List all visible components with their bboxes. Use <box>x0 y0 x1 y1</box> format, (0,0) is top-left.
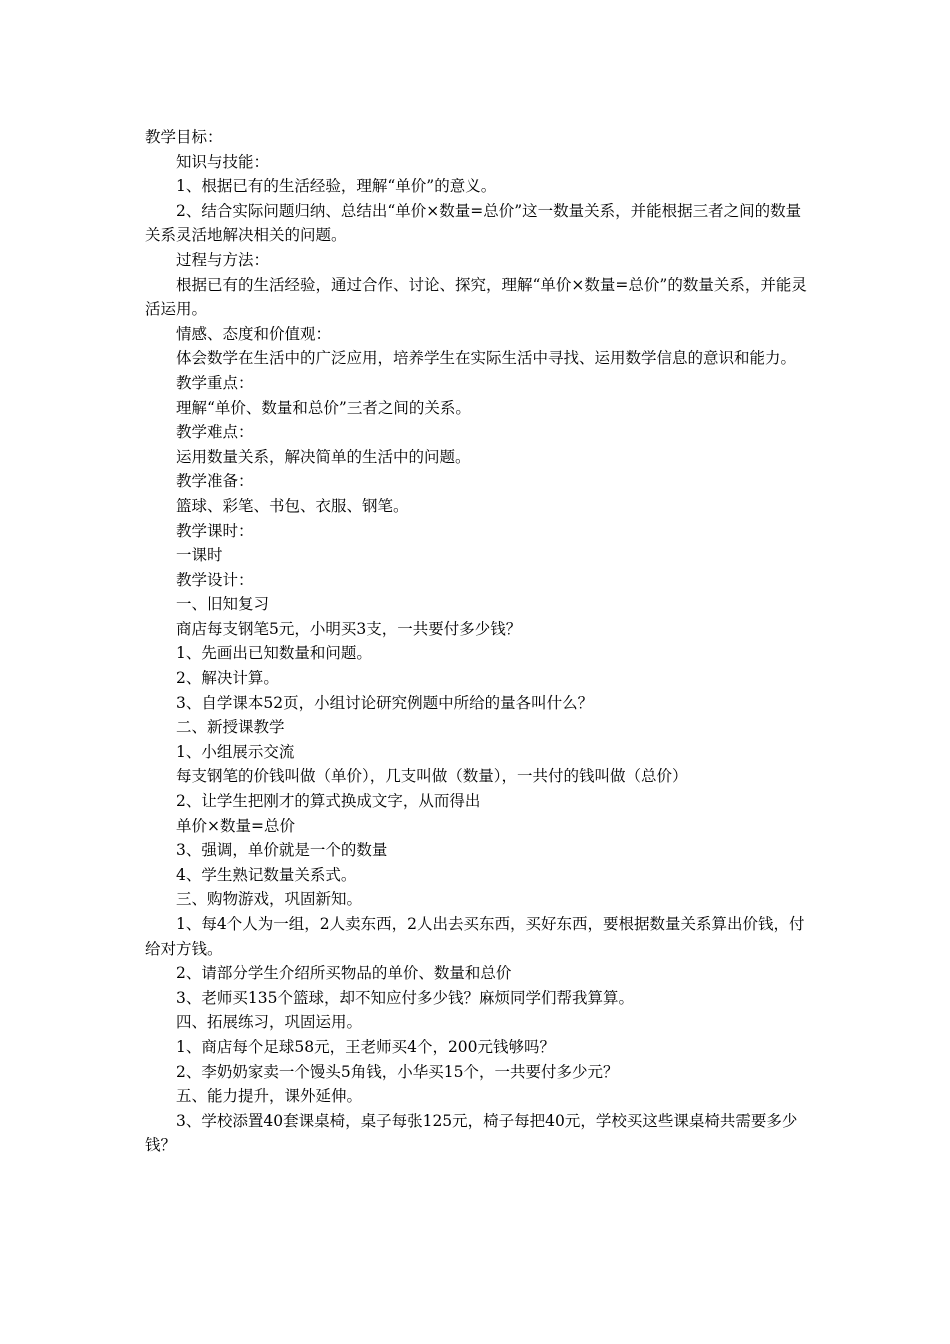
document-paragraph: 教学课时： <box>176 521 254 540</box>
document-paragraph: 教学准备： <box>176 472 254 491</box>
document-paragraph: 3、学校添置40套课桌椅，桌子每张125元，椅子每把40元，学校买这些课桌椅共需要多少钱？ <box>145 1111 798 1155</box>
document-paragraph: 过程与方法： <box>176 250 270 269</box>
document-paragraph: 教学重点： <box>176 373 254 392</box>
document-paragraph: 五、能力提升，课外延伸。 <box>176 1087 363 1106</box>
document-paragraph: 理解“单价、数量和总价”三者之间的关系。 <box>176 398 471 417</box>
document-paragraph: 2、解决计算。 <box>176 669 279 688</box>
document-paragraph: 2、结合实际问题归纳、总结出“单价×数量=总价”这一数量关系，并能根据三者之间的数量关系灵活地解决相关的问题。 <box>145 201 802 245</box>
document-paragraph: 三、购物游戏，巩固新知。 <box>176 890 363 909</box>
document-paragraph: 运用数量关系，解决简单的生活中的问题。 <box>176 447 471 466</box>
document-paragraph: 教学设计： <box>176 570 254 589</box>
document-paragraph: 每支钢笔的价钱叫做（单价），几支叫做（数量），一共付的钱叫做（总价） <box>176 767 688 786</box>
document-paragraph: 1、每4个人为一组，2人卖东西，2人出去买东西，买好东西，要根据数量关系算出价钱，付给对方钱。 <box>145 915 805 958</box>
document-paragraph: 2、李奶奶家卖一个馒头5角钱，小华买15个，一共要付多少元？ <box>176 1062 619 1081</box>
document-paragraph: 二、新授课教学 <box>176 718 285 737</box>
document-paragraph: 1、小组展示交流 <box>176 742 295 761</box>
document-paragraph: 4、学生熟记数量关系式。 <box>176 865 357 884</box>
document-paragraph: 教学目标： <box>145 128 223 146</box>
document-paragraph: 体会数学在生活中的广泛应用，培养学生在实际生活中寻找、运用数学信息的意识和能力。 <box>176 349 797 368</box>
document-paragraph: 四、拓展练习，巩固运用。 <box>176 1013 363 1032</box>
document-paragraph: 1、根据已有的生活经验，理解“单价”的意义。 <box>176 177 497 196</box>
document-paragraph: 知识与技能： <box>176 152 270 171</box>
document-body <box>145 125 807 1158</box>
document-paragraph: 教学难点： <box>176 423 254 442</box>
document-paragraph: 3、强调，单价就是一个的数量 <box>176 841 388 860</box>
document-paragraph: 3、自学课本52页，小组讨论研究例题中所给的量各叫什么？ <box>176 693 594 712</box>
document-paragraph: 篮球、彩笔、书包、衣服、钢笔。 <box>176 496 409 515</box>
document-paragraph: 情感、态度和价值观： <box>176 324 332 343</box>
document-paragraph: 1、商店每个足球58元，王老师买4个，200元钱够吗？ <box>176 1037 556 1056</box>
document-paragraph: 2、请部分学生介绍所买物品的单价、数量和总价 <box>176 964 512 983</box>
document-paragraph: 一、旧知复习 <box>176 595 270 614</box>
document-paragraph: 根据已有的生活经验，通过合作、讨论、探究，理解“单价×数量=总价”的数量关系，并能灵活运用。 <box>145 275 807 319</box>
document-paragraph: 1、先画出已知数量和问题。 <box>176 644 372 663</box>
document-paragraph: 商店每支钢笔5元，小明买3支，一共要付多少钱？ <box>176 619 522 638</box>
document-paragraph: 单价×数量=总价 <box>176 816 295 835</box>
document-paragraph: 2、让学生把刚才的算式换成文字，从而得出 <box>176 792 481 811</box>
document-paragraph: 一课时 <box>176 546 223 565</box>
document-paragraph: 3、老师买135个篮球，却不知应付多少钱？麻烦同学们帮我算算。 <box>176 988 634 1007</box>
